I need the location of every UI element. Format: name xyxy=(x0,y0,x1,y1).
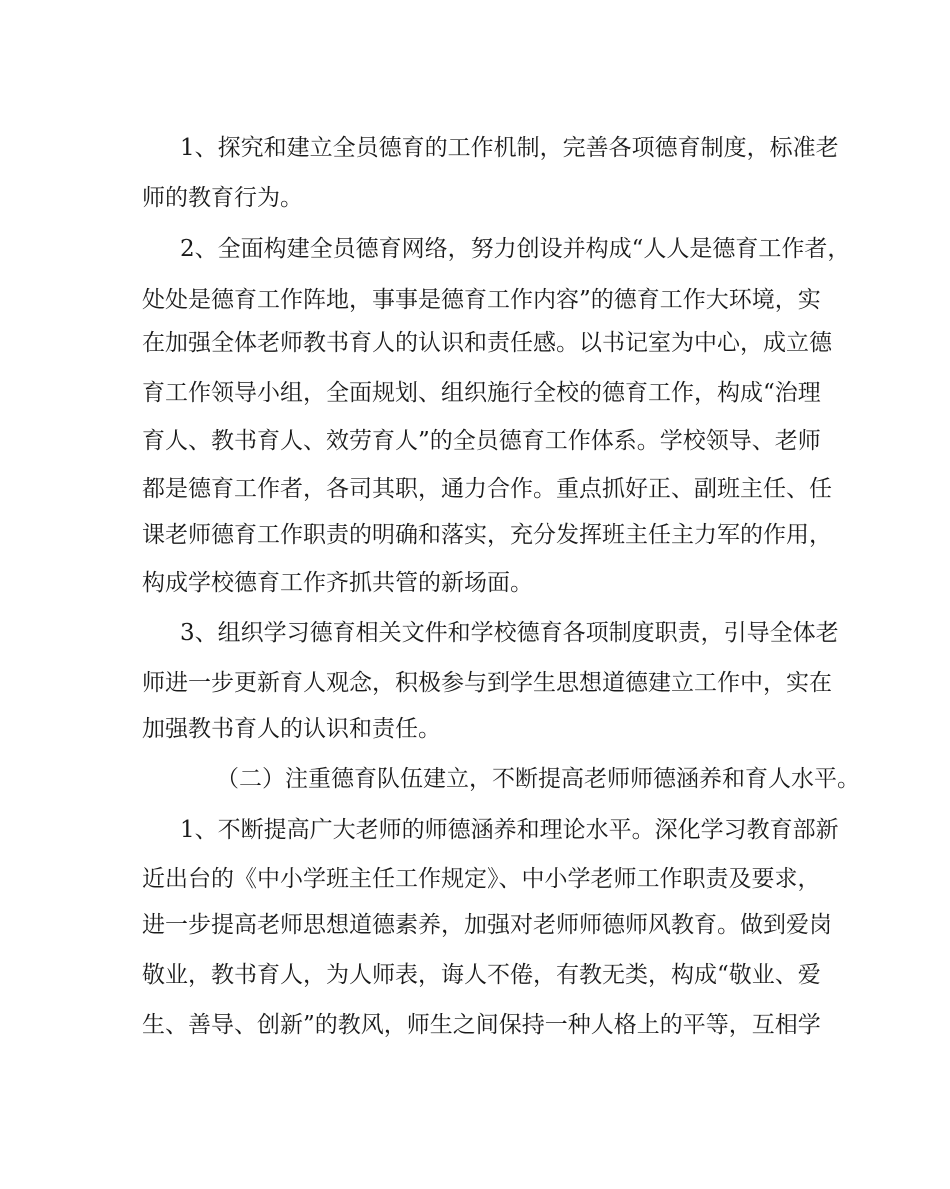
text-line-5: 在加强全体老师教书育人的认识和责任感。以书记室为中心，成立德 xyxy=(142,330,832,356)
text-line-6: 育工作领导小组，全面规划、组织施行全校的德育工作，构成“治理 xyxy=(142,380,821,406)
text-line-19: 生、善导、创新”的教风，师生之间保持一种人格上的平等，互相学 xyxy=(142,1012,821,1038)
text-line-4: 处处是德育工作阵地，事事是德育工作内容”的德育工作大环境，实 xyxy=(142,287,821,313)
text-line-2: 师的教育行为。 xyxy=(142,185,303,211)
text-line-8: 都是德育工作者，各司其职，通力合作。重点抓好正、副班主任、任 xyxy=(142,476,832,502)
text-line-13: 加强教书育人的认识和责任。 xyxy=(142,716,441,742)
text-line-9: 课老师德育工作职责的明确和落实，充分发挥班主任主力军的作用， xyxy=(142,522,832,548)
section-heading: （二）注重德育队伍建立，不断提高老师师德涵养和育人水平。 xyxy=(216,766,860,792)
text-line-15: 1、不断提高广大老师的师德涵养和理论水平。深化学习教育部新 xyxy=(180,817,839,843)
text-line-1: 1、探究和建立全员德育的工作机制，完善各项德育制度，标准老 xyxy=(180,135,839,161)
text-line-3: 2、全面构建全员德育网络，努力创设并构成“人人是德育工作者， xyxy=(180,236,851,262)
text-line-11: 3、组织学习德育相关文件和学校德育各项制度职责，引导全体老 xyxy=(180,620,839,646)
text-line-10: 构成学校德育工作齐抓共管的新场面。 xyxy=(142,570,533,596)
text-line-17: 进一步提高老师思想道德素养，加强对老师师德师风教育。做到爱岗 xyxy=(142,912,832,938)
text-line-16: 近出台的《中小学班主任工作规定》、中小学老师工作职责及要求， xyxy=(142,866,821,892)
text-line-12: 师进一步更新育人观念，积极参与到学生思想道德建立工作中，实在 xyxy=(142,670,832,696)
text-line-18: 敬业，教书育人，为人师表，诲人不倦，有教无类，构成“敬业、爱 xyxy=(142,962,821,988)
text-line-7: 育人、教书育人、效劳育人”的全员德育工作体系。学校领导、老师 xyxy=(142,428,821,454)
